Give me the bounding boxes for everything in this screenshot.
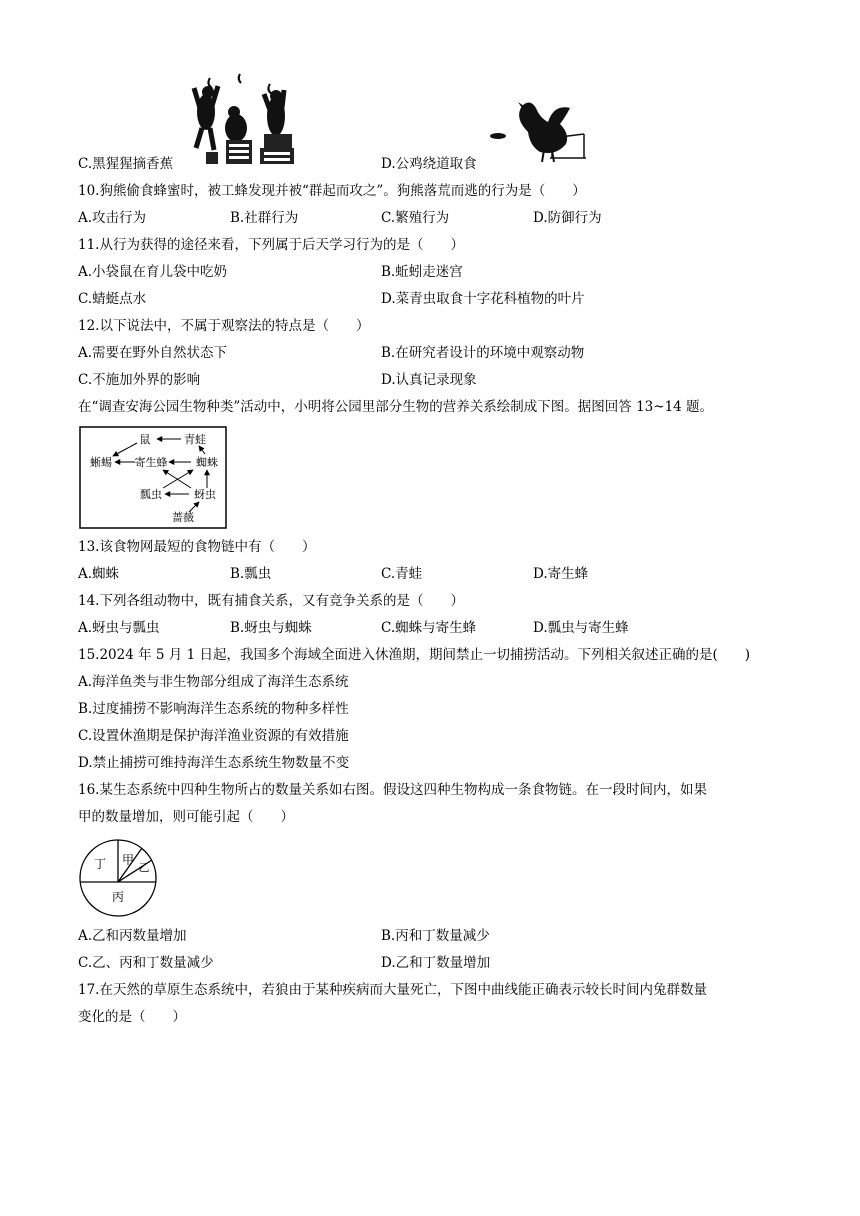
q10-option-c: C.繁殖行为 — [381, 210, 450, 226]
population-pie-chart — [78, 838, 158, 918]
intro-13-14: 在“调查安海公园生物种类”活动中，小明将公园里部分生物的营养关系绘制成下图。据图回答 13~14 题。 — [78, 399, 714, 415]
q11-option-a: A.小袋鼠在育儿袋中吃奶 — [78, 264, 228, 280]
q17-stem-line1: 17.在天然的草原生态系统中，若狼由于某种疾病而大量死亡，下图中曲线能正确表示较长时间内兔群数量 — [78, 982, 707, 998]
q16-option-b: B.丙和丁数量减少 — [381, 928, 490, 944]
q14-option-d: D.瓢虫与寄生蜂 — [533, 620, 629, 636]
q13-option-b: B.瓢虫 — [230, 566, 272, 582]
q14-option-c: C.蜘蛛与寄生蜂 — [381, 620, 477, 636]
q14-stem: 14.下列各组动物中，既有捕食关系，又有竞争关系的是（ ） — [78, 593, 464, 609]
q12-option-c: C.不施加外界的影响 — [78, 372, 201, 388]
q10-option-b: B.社群行为 — [230, 210, 299, 226]
node-zhizhu: 蜘蛛 — [196, 456, 218, 469]
q9-option-c: C.黑猩猩摘香蕉 — [78, 156, 174, 172]
q13-option-a: A.蜘蛛 — [78, 566, 120, 582]
pie-label-jia: 甲 — [121, 853, 135, 867]
q11-stem: 11.从行为获得的途径来看，下列属于后天学习行为的是（ ） — [78, 237, 464, 253]
q12-option-b: B.在研究者设计的环境中观察动物 — [381, 345, 585, 361]
q13-option-d: D.寄生蜂 — [533, 566, 589, 582]
q10-option-d: D.防御行为 — [533, 210, 602, 226]
q16-stem-line1: 16.某生态系统中四种生物所占的数量关系如右图。假设这四种生物构成一条食物链。在一段时间内，如果 — [78, 782, 707, 798]
q15-option-b: B.过度捕捞不影响海洋生态系统的物种多样性 — [78, 701, 349, 717]
rooster-detour-illustration — [488, 96, 588, 166]
node-yachong: 蚜虫 — [194, 488, 216, 501]
q11-option-c: C.蜻蜓点水 — [78, 291, 147, 307]
food-web-diagram — [79, 426, 227, 529]
q10-stem: 10.狗熊偷食蜂蜜时，被工蜂发现并被“群起而攻之”。狗熊落荒而逃的行为是（ ） — [78, 183, 586, 199]
pie-label-ding: 丁 — [93, 857, 107, 871]
q12-option-a: A.需要在野外自然状态下 — [78, 345, 228, 361]
q15-stem: 15.2024 年 5 月 1 日起，我国多个海域全面进入休渔期，期间禁止一切捕捞活动。下列相关叙述正确的是( ) — [78, 647, 750, 663]
q12-stem: 12.以下说法中，不属于观察法的特点是（ ） — [78, 318, 370, 334]
q16-option-d: D.乙和丁数量增加 — [381, 955, 491, 971]
q16-option-a: A.乙和丙数量增加 — [78, 928, 187, 944]
node-shu: 鼠 — [139, 433, 151, 446]
q14-option-a: A.蚜虫与瓢虫 — [78, 620, 160, 636]
pie-label-yi: 乙 — [138, 861, 150, 874]
q17-stem-line2: 变化的是（ ） — [78, 1009, 186, 1025]
q12-option-d: D.认真记录现象 — [381, 372, 477, 388]
q16-stem-line2: 甲的数量增加，则可能引起（ ） — [78, 809, 294, 825]
q15-option-c: C.设置休渔期是保护海洋渔业资源的有效措施 — [78, 728, 349, 744]
q14-option-b: B.蚜虫与蜘蛛 — [230, 620, 312, 636]
node-xiyi: 蜥蜴 — [90, 456, 112, 469]
q9-option-d: D.公鸡绕道取食 — [381, 156, 477, 172]
node-qingwa: 青蛙 — [184, 433, 206, 446]
q11-option-d: D.菜青虫取食十字花科植物的叶片 — [381, 291, 585, 307]
node-piaochong: 瓢虫 — [140, 488, 162, 501]
q16-option-c: C.乙、丙和丁数量减少 — [78, 955, 214, 971]
chimp-banana-illustration — [188, 70, 298, 166]
q15-option-a: A.海洋鱼类与非生物部分组成了海洋生态系统 — [78, 674, 349, 690]
q10-option-a: A.攻击行为 — [78, 210, 147, 226]
q13-stem: 13.该食物网最短的食物链中有（ ） — [78, 539, 316, 555]
q13-option-c: C.青蛙 — [381, 566, 423, 582]
node-jishengfeng: 寄生蜂 — [134, 456, 168, 469]
node-qiangwei: 蔷薇 — [172, 511, 194, 524]
q15-option-d: D.禁止捕捞可维持海洋生态系统生物数量不变 — [78, 755, 350, 771]
q11-option-b: B.蚯蚓走迷宫 — [381, 264, 463, 280]
pie-label-bing: 丙 — [111, 890, 125, 904]
